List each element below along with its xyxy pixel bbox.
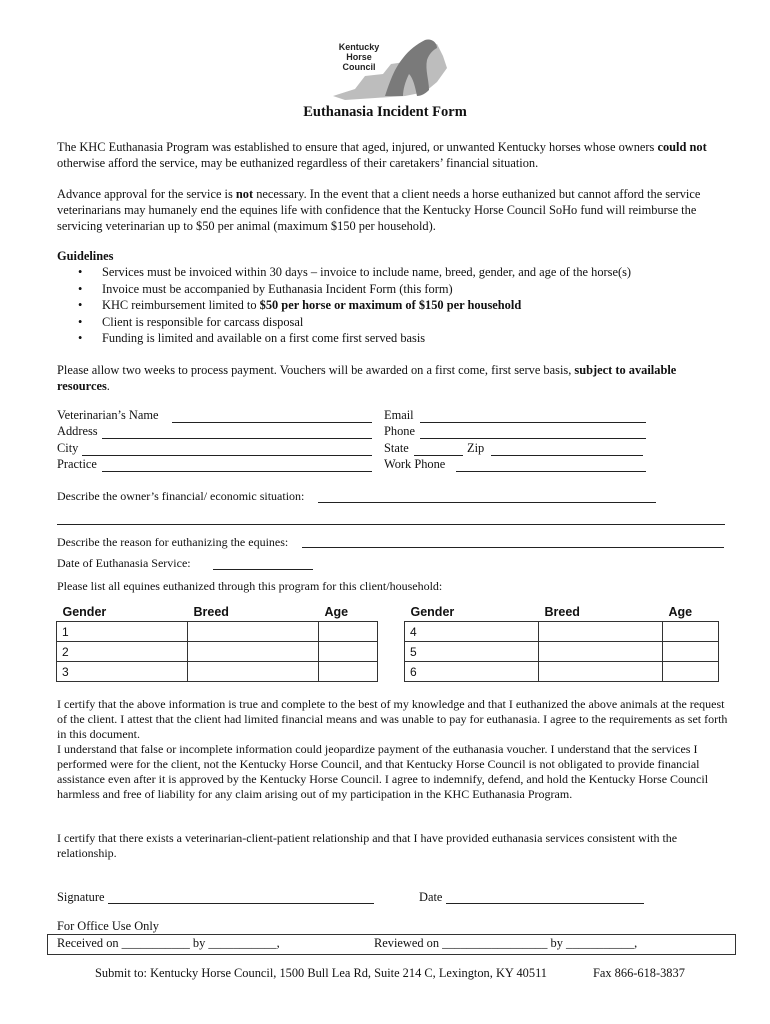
age-cell[interactable] <box>319 662 378 682</box>
received-on-text: Received on ___________ by ___________, <box>57 936 280 950</box>
certify-paragraph-2: I understand that false or incomplete information could jeopardize payment of the euthanasia voucher. I understand that the services I performed were for the client, not the Kentucky Horse Council, and that Kentucky Horse Council is not obligated to provide financial assistance even after it is approved by the Kentucky Horse Council. I agree to indemnify, defend, and hold the Kentucky Horse Council harmless and free of liability for any claim arising out of my participation in the KHC Euthanasia Program. <box>57 742 709 801</box>
fax-number: Fax 866-618-3837 <box>593 966 685 980</box>
breed-cell[interactable] <box>539 662 663 682</box>
financial-field-line-2[interactable] <box>57 524 725 525</box>
breed-cell[interactable] <box>539 642 663 662</box>
financial-label: Describe the owner’s financial/ economic situation: <box>57 489 305 503</box>
work-phone-label: Work Phone <box>384 457 446 471</box>
date-service-field[interactable] <box>213 569 313 570</box>
bullet-icon: • <box>78 315 83 329</box>
guideline-item: Services must be invoiced within 30 days – invoice to include name, breed, gender, and age of the horse(s) <box>102 265 632 279</box>
age-cell[interactable] <box>663 622 719 642</box>
office-use-heading: For Office Use Only <box>57 919 159 933</box>
logo-text-council: Council <box>342 62 376 72</box>
row-number[interactable]: 4 <box>405 622 539 642</box>
certify-paragraph-3: I certify that there exists a veterinarian-client-patient relationship and that I have provided euthanasia services consistent with the relationship. <box>57 831 678 860</box>
breed-cell[interactable] <box>188 662 319 682</box>
col-header-breed: Breed <box>544 604 580 619</box>
signature-label: Signature <box>57 890 105 904</box>
col-header-gender: Gender <box>62 604 107 619</box>
table-row <box>57 662 378 682</box>
vet-name-field[interactable] <box>172 422 372 423</box>
address-label: Address <box>57 424 98 438</box>
financial-field[interactable] <box>318 502 656 503</box>
intro-text-a: The KHC Euthanasia Program was established to ensure that aged, injured, or unwanted Kentucky horses whose owners <box>57 140 655 154</box>
practice-field[interactable] <box>102 471 372 472</box>
table-row <box>405 662 719 682</box>
process-text-a: Please allow two weeks to process payment. Vouchers will be awarded on a first come, first serve basis, <box>57 363 575 377</box>
date-field[interactable] <box>446 903 644 904</box>
form-title: Euthanasia Incident Form <box>303 104 467 120</box>
bullet-icon: • <box>78 331 83 345</box>
breed-cell[interactable] <box>539 622 663 642</box>
col-header-age: Age <box>668 604 693 619</box>
approval-bold: not <box>235 187 254 201</box>
certify-paragraph-1: I certify that the above information is true and complete to the best of my knowledge and that I euthanized the above animals at the request of the client. I attest that the client had limited financial means and was unable to pay for euthanasia. I agree to the requirements as set forth in this document. <box>57 697 728 741</box>
guideline-item: Client is responsible for carcass disposal <box>102 315 304 329</box>
date-service-label: Date of Euthanasia Service: <box>57 556 191 570</box>
process-text-b: . <box>106 379 110 393</box>
reason-label: Describe the reason for euthanizing the equines: <box>57 535 289 549</box>
age-cell[interactable] <box>663 662 719 682</box>
table-row <box>405 642 719 662</box>
col-header-gender: Gender <box>410 604 455 619</box>
approval-text-b: necessary. In the event that a client needs a horse euthanized but cannot afford the service veterinarians may humanely end the equines life with confidence that the Kentucky Horse Council SoHo fund will reimburse the servicing veterinarian up to $50 per animal (maximum $150 per household). <box>57 187 701 233</box>
city-field[interactable] <box>82 455 372 456</box>
age-cell[interactable] <box>319 622 378 642</box>
zip-field[interactable] <box>491 455 643 456</box>
process-paragraph <box>57 362 727 394</box>
khc-logo <box>325 34 455 104</box>
process-bold: subject to available resources <box>57 363 677 393</box>
zip-label: Zip <box>467 441 485 455</box>
office-use-box <box>47 934 736 955</box>
row-number[interactable]: 6 <box>405 662 539 682</box>
row-number[interactable]: 3 <box>57 662 188 682</box>
row-number[interactable]: 1 <box>57 622 188 642</box>
breed-cell[interactable] <box>188 622 319 642</box>
guideline-item: Invoice must be accompanied by Euthanasia Incident Form (this form) <box>102 282 453 296</box>
row-number[interactable]: 2 <box>57 642 188 662</box>
bullet-icon: • <box>78 282 83 296</box>
equine-list-prompt: Please list all equines euthanized through this program for this client/household: <box>57 579 443 593</box>
bullet-icon: • <box>78 298 83 312</box>
reviewed-on-text: Reviewed on _________________ by ___________, <box>374 936 638 950</box>
breed-cell[interactable] <box>188 642 319 662</box>
phone-label: Phone <box>384 424 415 438</box>
table-row <box>57 622 378 642</box>
phone-field[interactable] <box>420 438 646 439</box>
reason-field[interactable] <box>302 547 724 548</box>
state-field[interactable] <box>414 455 463 456</box>
practice-label: Practice <box>57 457 97 471</box>
submit-address: Submit to: Kentucky Horse Council, 1500 Bull Lea Rd, Suite 214 C, Lexington, KY 40511 <box>95 966 547 980</box>
table-row <box>57 642 378 662</box>
col-header-age: Age <box>324 604 349 619</box>
guideline-item-reimbursement <box>102 298 521 313</box>
equines-table-right <box>404 602 719 682</box>
age-cell[interactable] <box>663 642 719 662</box>
address-field[interactable] <box>102 438 372 439</box>
signature-field[interactable] <box>108 903 374 904</box>
email-field[interactable] <box>420 422 646 423</box>
guideline-item: Funding is limited and available on a first come first served basis <box>102 331 426 345</box>
logo-text-kentucky: Kentucky <box>338 42 380 52</box>
approval-text-a: Advance approval for the service is <box>57 187 236 201</box>
approval-paragraph <box>57 186 727 234</box>
guidelines-heading: Guidelines <box>57 249 114 263</box>
age-cell[interactable] <box>319 642 378 662</box>
state-label: State <box>384 441 409 455</box>
intro-bold: could not <box>657 140 707 154</box>
equines-table-left <box>56 602 378 682</box>
date-label: Date <box>419 890 443 904</box>
email-label: Email <box>384 408 414 422</box>
row-number[interactable]: 5 <box>405 642 539 662</box>
bullet-icon: • <box>78 265 83 279</box>
work-phone-field[interactable] <box>456 471 646 472</box>
city-label: City <box>57 441 79 455</box>
reimb-text: KHC reimbursement limited to <box>102 298 260 312</box>
table-row <box>405 622 719 642</box>
col-header-breed: Breed <box>193 604 229 619</box>
reimb-bold: $50 per horse or maximum of $150 per household <box>259 298 522 312</box>
intro-paragraph <box>57 139 727 171</box>
logo-text-horse: Horse <box>346 52 372 62</box>
vet-name-label: Veterinarian’s Name <box>57 408 159 422</box>
intro-text-b: otherwise afford the service, may be euthanized regardless of their caretakers’ financial situation. <box>57 156 539 170</box>
